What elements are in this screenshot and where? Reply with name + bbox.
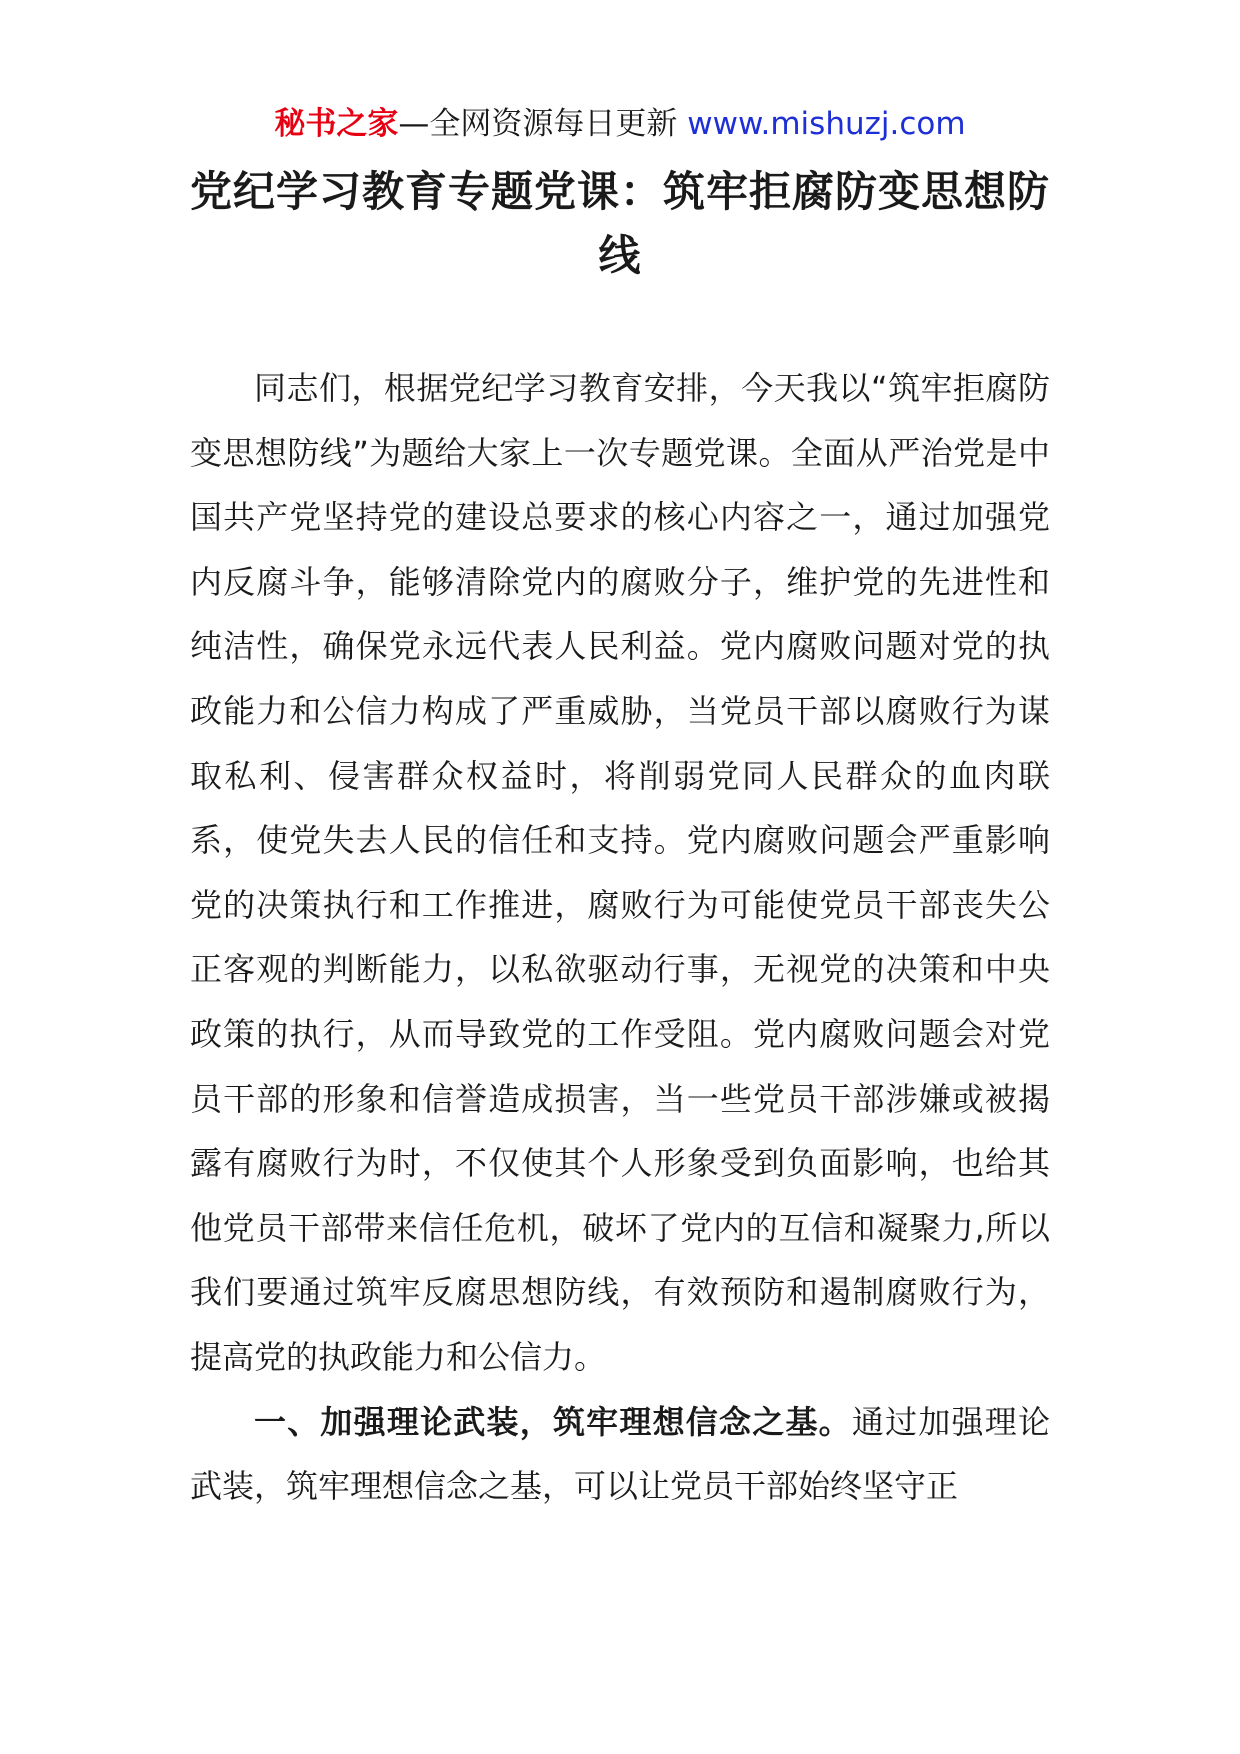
site-banner — [0, 104, 1240, 144]
site-brand: 秘书之家 — [274, 106, 399, 142]
section-one-paragraph — [190, 1390, 1050, 1519]
document-body — [190, 356, 1050, 1519]
section-one-text: 通过加强理论武装，筑牢理想信念之基，可以让党员干部始终坚守正 — [190, 1402, 1050, 1506]
site-tagline: —全网资源每日更新 — [398, 106, 688, 142]
document-title: 党纪学习教育专题党课：筑牢拒腐防变思想防线 — [189, 167, 1050, 280]
section-one-heading: 一、加强理论武装，筑牢理想信念之基。 — [254, 1402, 852, 1441]
intro-paragraph: 同志们，根据党纪学习教育安排，今天我以“筑牢拒腐防变思想防线”为题给大家上一次专题党课。全面从严治党是中国共产党坚持党的建设总要求的核心内容之一，通过加强党内反腐斗争，能够清除党内的腐败分子，维护党的先进性和纯洁性，确保党永远代表人民利益。党内腐败问题对党的执政能力和公信力构成了严重威胁，当党员干部以腐败行为谋取私利、侵害群众权益时，将削弱党同人民群众的血肉联系，使党失去人民的信任和支持。党内腐败问题会严重影响党的决策执行和工作推进，腐败行为可能使党员干部丧失公正客观的判断能力，以私欲驱动行事，无视党的决策和中央政策的执行，从而导致党的工作受阻。党内腐败问题会对党员干部的形象和信誉造成损害，当一些党员干部涉嫌或被揭露有腐败行为时，不仅使其个人形象受到负面影响，也给其他党员干部带来信任危机，破坏了党内的互信和凝聚力,所以我们要通过筑牢反腐思想防线，有效预防和遏制腐败行为，提高党的执政能力和公信力。 — [190, 369, 1050, 1376]
site-url-link[interactable]: www.mishuzj.com — [687, 106, 966, 142]
